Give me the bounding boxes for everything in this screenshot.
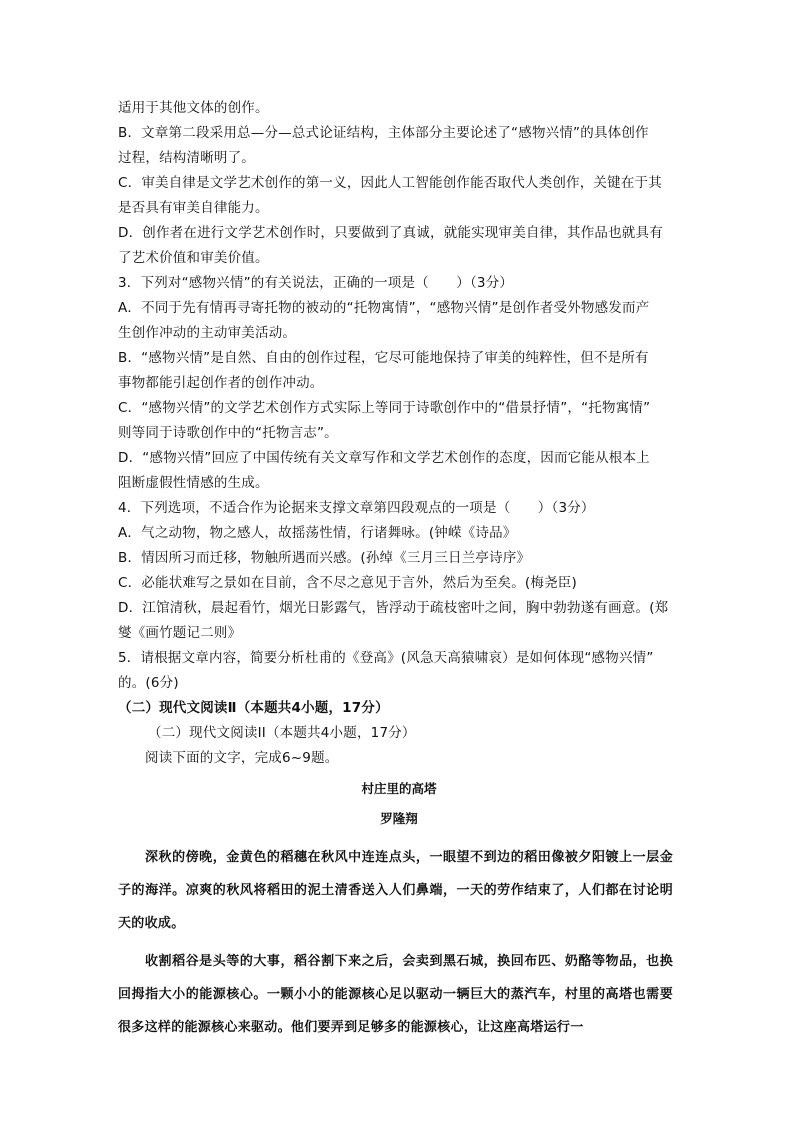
- text-line: 生创作冲动的主动审美活动。: [118, 325, 297, 341]
- reading-instruction: 阅读下面的文字，完成6~9题。: [145, 750, 339, 766]
- option-c: C．必能状难写之景如在目前，含不尽之意见于言外，然后为至矣。(梅尧臣): [118, 575, 577, 591]
- text-line: 了艺术价值和审美价值。: [118, 250, 269, 266]
- story-paragraph: 收割稻谷是头等的大事，稻谷割下来之后，会卖到黑石城，换回布匹、奶酪等物品，也换回拇指大小的能源核心。一颗小小的能源核心足以驱动一辆巨大的蒸汽车，村里的高塔也需要很多这样的能源核心来驱动。他们要弄到足够多的能源核心，让这座高塔运行一: [118, 954, 673, 1035]
- text-line: 阻断虚假性情感的生成。: [118, 475, 269, 491]
- text-line: 适用于其他文体的创作。: [118, 100, 269, 116]
- story-paragraph: 深秋的傍晚，金黄色的稻穗在秋风中连连点头，一眼望不到边的稻田像被夕阳镀上一层金子的海洋。凉爽的秋风将稻田的泥土清香送入人们鼻端，一天的劳作结束了，人们都在讨论明天的收成。: [118, 850, 673, 931]
- option-d: D．江馆清秋，晨起看竹，烟光日影露气，皆浮动于疏枝密叶之间，胸中勃勃遂有画意。(郑: [118, 600, 669, 616]
- question-3: [118, 271, 680, 496]
- question-stem: 3．下列对“感物兴情”的有关说法，正确的一项是（ ）（3分）: [118, 275, 514, 291]
- question-5: [118, 646, 680, 696]
- text-line: 燮《画竹题记二则》: [118, 625, 242, 641]
- text-line: 的。(6分): [118, 675, 179, 691]
- text-line: 过程，结构清晰明了。: [118, 150, 255, 166]
- option-b: B．文章第二段采用总—分—总式论证结构，主体部分主要论述了“感物兴情”的具体创作: [118, 125, 649, 141]
- text-line: 事物都能引起创作者的创作冲动。: [118, 375, 324, 391]
- section-heading-repeat: （二）现代文阅读II（本题共4小题，17分）: [148, 725, 416, 741]
- option-d: D．创作者在进行文学艺术创作时，只要做到了真诚，就能实现审美自律，其作品也就具有: [118, 225, 663, 241]
- story-title: 村庄里的高塔: [361, 781, 437, 796]
- question-2-options-tail: [118, 96, 680, 271]
- story-body: [118, 841, 673, 1044]
- option-a: A．气之动物，物之感人，故摇荡性情，行诸舞咏。(钟嵘《诗品》: [118, 525, 517, 541]
- section-heading: （二）现代文阅读Ⅱ（本题共4小题，17分）: [118, 700, 389, 716]
- text-line: 则等同于诗歌创作中的“托物言志”。: [118, 425, 338, 441]
- question-4: [118, 496, 680, 646]
- exam-page: [118, 96, 680, 1044]
- option-a: A．不同于先有情再寻寄托物的被动的“托物寓情”，“感物兴情”是创作者受外物感发而产: [118, 300, 650, 316]
- question-stem: 5．请根据文章内容，简要分析杜甫的《登高》(风急天高猿啸哀）是如何体现“感物兴情”: [118, 650, 654, 666]
- text-line: 是否具有审美自律能力。: [118, 200, 269, 216]
- option-c: C．“感物兴情”的文学艺术创作方式实际上等同于诗歌创作中的“借景抒情”，“托物寓情”: [118, 400, 651, 416]
- question-stem: 4．下列选项，不适合作为论据来支撑文章第四段观点的一项是（ ）（3分）: [118, 500, 595, 516]
- option-c: C．审美自律是文学艺术创作的第一义，因此人工智能创作能否取代人类创作，关键在于其: [118, 175, 662, 191]
- option-d: D．“感物兴情”回应了中国传统有关文章写作和文学艺术创作的态度，因而它能从根本上: [118, 450, 650, 466]
- option-b: B．“感物兴情”是自然、自由的创作过程，它尽可能地保持了审美的纯粹性，但不是所有: [118, 350, 649, 366]
- option-b: B．情因所习而迁移，物触所遇而兴感。(孙绰《三月三日兰亭诗序》: [118, 550, 531, 566]
- story-author: 罗隆翔: [380, 811, 418, 826]
